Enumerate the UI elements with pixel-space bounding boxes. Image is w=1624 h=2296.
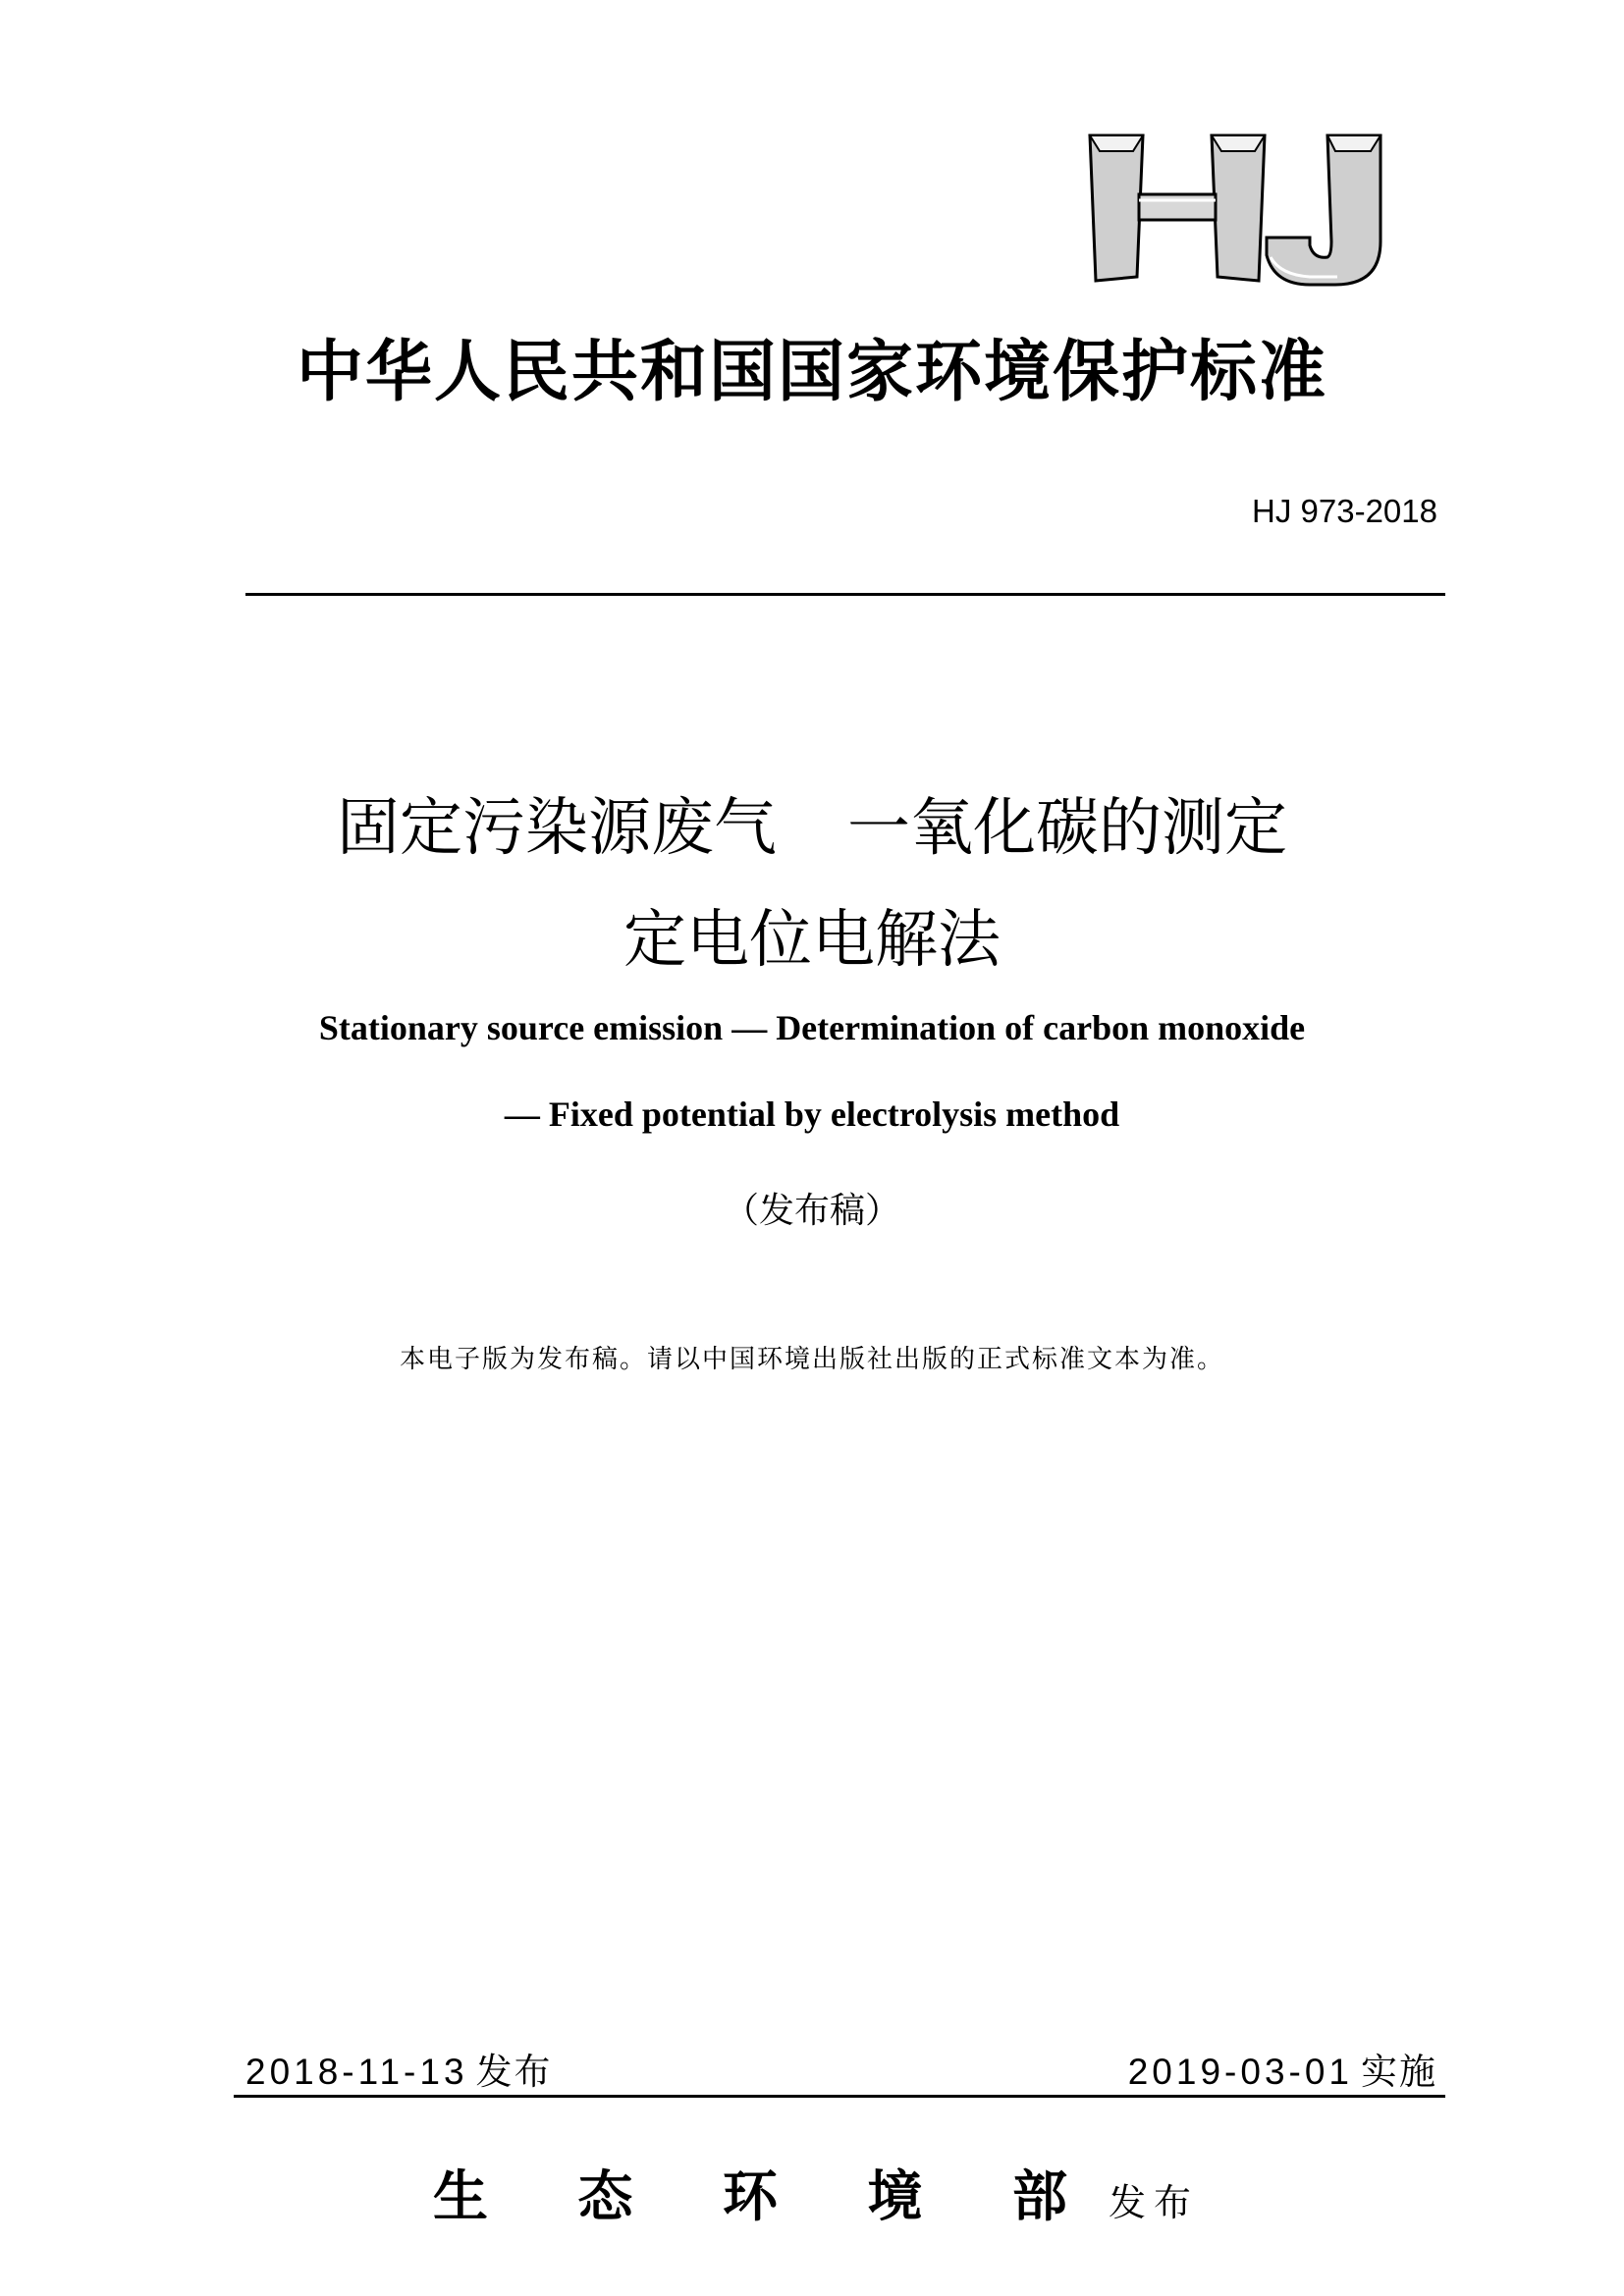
publisher-line — [0, 2136, 1624, 2232]
effective-label: 实施 — [1361, 2051, 1437, 2093]
issuing-authority-heading: 中华人民共和国国家环境保护标准 — [296, 333, 1327, 411]
title-cn-line1-part1: 固定污染源废气 — [337, 792, 777, 865]
hj-logo — [1088, 132, 1387, 289]
release-date: 2018-11-13 — [245, 2052, 468, 2092]
publisher-suffix: 发布 — [1108, 2181, 1199, 2224]
electronic-version-notice: 本电子版为发布稿。请以中国环境出版社出版的正式标准文本为准。 — [399, 1345, 1224, 1374]
footer-divider — [234, 2095, 1445, 2098]
publisher-name: 生 态 环 境 部 — [433, 2164, 1103, 2229]
effective-date-line — [1128, 2042, 1437, 2095]
standard-number: HJ 973-2018 — [1252, 493, 1437, 529]
title-cn-line2: 定电位电解法 — [623, 904, 1001, 977]
title-en-line2: — Fixed potential by electrolysis method — [504, 1095, 1120, 1134]
logo-letter-j — [1267, 135, 1380, 285]
title-cn-line1-part2: 一氧化碳的测定 — [847, 792, 1287, 865]
logo-letter-h — [1090, 135, 1265, 281]
title-en-line1: Stationary source emission — Determination of carbon monoxide — [318, 1008, 1306, 1047]
header-divider — [245, 593, 1445, 596]
title-cn-line1 — [0, 777, 1624, 868]
release-label: 发布 — [475, 2051, 553, 2093]
draft-label: （发布稿） — [723, 1191, 900, 1231]
release-date-line — [245, 2042, 553, 2095]
effective-date: 2019-03-01 — [1127, 2052, 1353, 2092]
